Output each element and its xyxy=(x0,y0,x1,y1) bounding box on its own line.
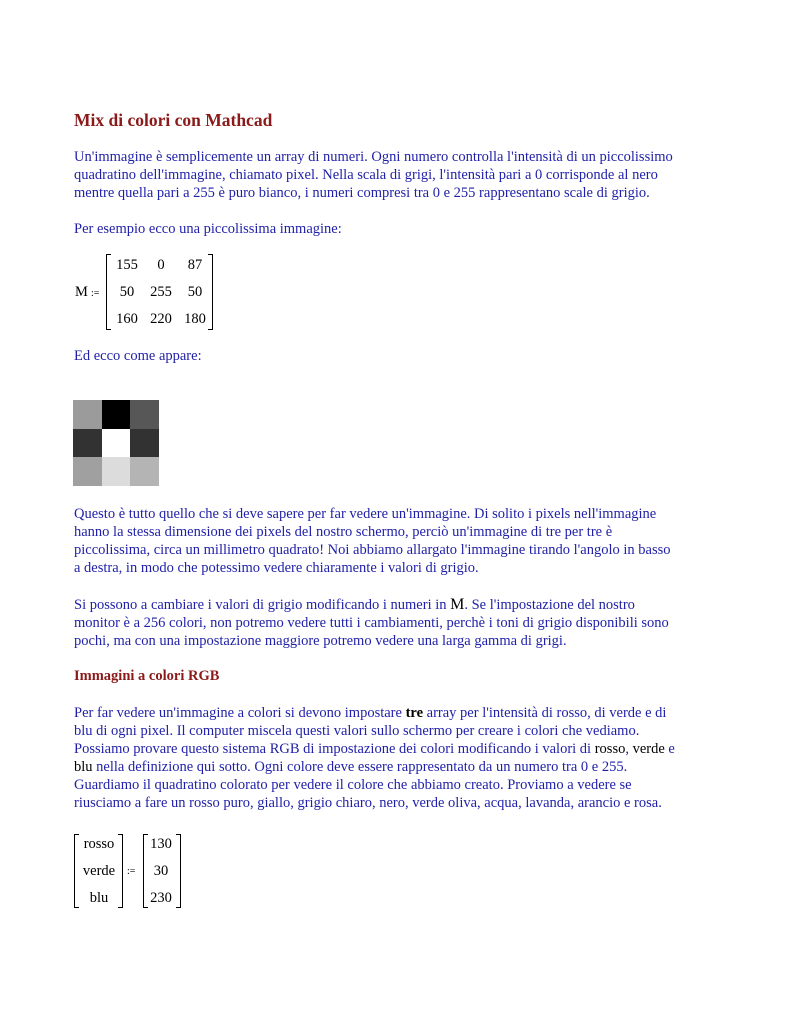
vector-cell[interactable]: 30 xyxy=(153,863,169,879)
text-span: Si possono a cambiare i valori di grigio modificando i numeri in xyxy=(74,597,451,613)
intro-line: quadratino dell'immagine, chiamato pixel. Nella scala di grigi, l'intensità pari a 0 corrisponde al nero xyxy=(74,167,658,183)
matrix-row xyxy=(112,279,210,306)
intro-line: Un'immagine è semplicemente un array di numeri. Ogni numero controlla l'intensità di un piccolissimo xyxy=(74,149,673,165)
matrix-cell[interactable]: 87 xyxy=(187,257,203,273)
rgb-line: Guardiamo il quadratino colorato per vedere il colore che abbiamo creato. Proviamo a vedere se xyxy=(74,777,632,793)
matrix-m-assign: := xyxy=(91,288,100,299)
gray-change-line xyxy=(74,596,719,614)
vector-cell[interactable]: blu xyxy=(89,890,109,906)
matrix-cell[interactable]: 160 xyxy=(116,311,138,327)
rgb-values-right-bracket xyxy=(176,834,181,908)
gray-change-line: pochi, ma con una impostazione maggiore potremo vedere una larga gamma di grigi. xyxy=(74,633,567,649)
image-pixel xyxy=(102,429,131,458)
appearance-text: Ed ecco come appare: xyxy=(74,348,202,364)
vector-row xyxy=(147,831,175,858)
rgb-paragraph xyxy=(74,704,719,812)
rgb-line xyxy=(74,704,719,722)
section-title-rgb: Immagini a colori RGB xyxy=(74,668,220,684)
rgb-line xyxy=(74,758,719,776)
text-span: nella definizione qui sotto. Ogni colore deve essere rappresentato da un numero tra 0 e 255. xyxy=(92,759,628,775)
gray-change-line: monitor è a 256 colori, non potremo vedere tutti i cambiamenti, perchè i toni di grigio disponibili sono xyxy=(74,615,669,631)
matrix-m-left-bracket xyxy=(106,254,111,330)
rgb-line xyxy=(74,740,719,758)
variable-ref-verde: verde xyxy=(632,741,665,757)
variable-ref-blu: blu xyxy=(74,759,93,775)
matrix-cell[interactable]: 155 xyxy=(116,257,138,273)
page-title: Mix di colori con Mathcad xyxy=(74,110,273,130)
explanation-line: hanno la stessa dimensione dei pixels del nostro schermo, perciò un'immagine di tre per tre è xyxy=(74,524,613,540)
text-span: array per l'intensità di rosso, di verde e di xyxy=(423,705,667,721)
rgb-line: blu di ogni pixel. Il computer miscela questi valori sullo schermo per creare i colori che vediamo. xyxy=(74,723,640,739)
matrix-m-label[interactable]: M xyxy=(75,284,88,300)
vector-row xyxy=(78,885,120,912)
image-pixel xyxy=(73,429,102,458)
bold-word: tre xyxy=(405,705,424,721)
intro-line: mentre quella pari a 255 è puro bianco, i numeri compresi tra 0 e 255 rappresentano scale di grigio. xyxy=(74,185,650,201)
image-pixel xyxy=(130,457,159,486)
explanation-line: Questo è tutto quello che si deve sapere per far vedere un'immagine. Di solito i pixels nell'immagine xyxy=(74,506,657,522)
image-pixel xyxy=(73,400,102,429)
vector-row xyxy=(78,831,120,858)
gray-change-paragraph xyxy=(74,596,719,650)
vector-row xyxy=(147,858,175,885)
matrix-cell[interactable]: 50 xyxy=(187,284,203,300)
matrix-m[interactable] xyxy=(112,252,210,333)
text-span: . Se l'impostazione del nostro xyxy=(464,597,635,613)
rgb-values-vector[interactable] xyxy=(147,831,175,912)
matrix-cell[interactable]: 50 xyxy=(119,284,135,300)
image-pixel xyxy=(102,400,131,429)
matrix-row xyxy=(112,306,210,333)
variable-ref-rosso: rosso xyxy=(594,741,626,757)
explanation-line: piccolissima, circa un millimetro quadrato! Noi abbiamo allargato l'immagine tirando l'angolo in basso xyxy=(74,542,671,558)
vector-cell[interactable]: 130 xyxy=(150,836,172,852)
vector-row xyxy=(147,885,175,912)
vector-cell[interactable]: verde xyxy=(82,863,116,879)
vector-cell[interactable]: 230 xyxy=(150,890,172,906)
text-span: e xyxy=(664,741,675,757)
matrix-cell[interactable]: 180 xyxy=(184,311,206,327)
rgb-assign: := xyxy=(127,866,136,877)
matrix-cell[interactable]: 0 xyxy=(157,257,165,273)
text-span: Possiamo provare questo sistema RGB di impostazione dei colori modificando i valori di xyxy=(74,741,595,757)
grayscale-image[interactable] xyxy=(73,400,159,486)
matrix-cell[interactable]: 220 xyxy=(150,311,172,327)
vector-row xyxy=(78,858,120,885)
rgb-names-vector[interactable] xyxy=(78,831,120,912)
matrix-cell[interactable]: 255 xyxy=(150,284,172,300)
image-pixel xyxy=(73,457,102,486)
explanation-paragraph xyxy=(74,505,719,577)
matrix-row xyxy=(112,252,210,279)
rgb-line: riusciamo a fare un rosso puro, giallo, grigio chiaro, nero, verde oliva, acqua, lavanda, arancio e rosa. xyxy=(74,795,662,811)
vector-cell[interactable]: rosso xyxy=(83,836,115,852)
image-pixel xyxy=(130,429,159,458)
image-pixel xyxy=(102,457,131,486)
text-span: , xyxy=(625,741,633,757)
image-pixel xyxy=(130,400,159,429)
explanation-line: a destra, in modo che potessimo vedere chiaramente i valori di grigio. xyxy=(74,560,479,576)
example-text: Per esempio ecco una piccolissima immagine: xyxy=(74,221,342,237)
variable-ref-m: M xyxy=(450,596,465,613)
intro-paragraph xyxy=(74,148,719,202)
text-span: Per far vedere un'immagine a colori si devono impostare xyxy=(74,705,406,721)
